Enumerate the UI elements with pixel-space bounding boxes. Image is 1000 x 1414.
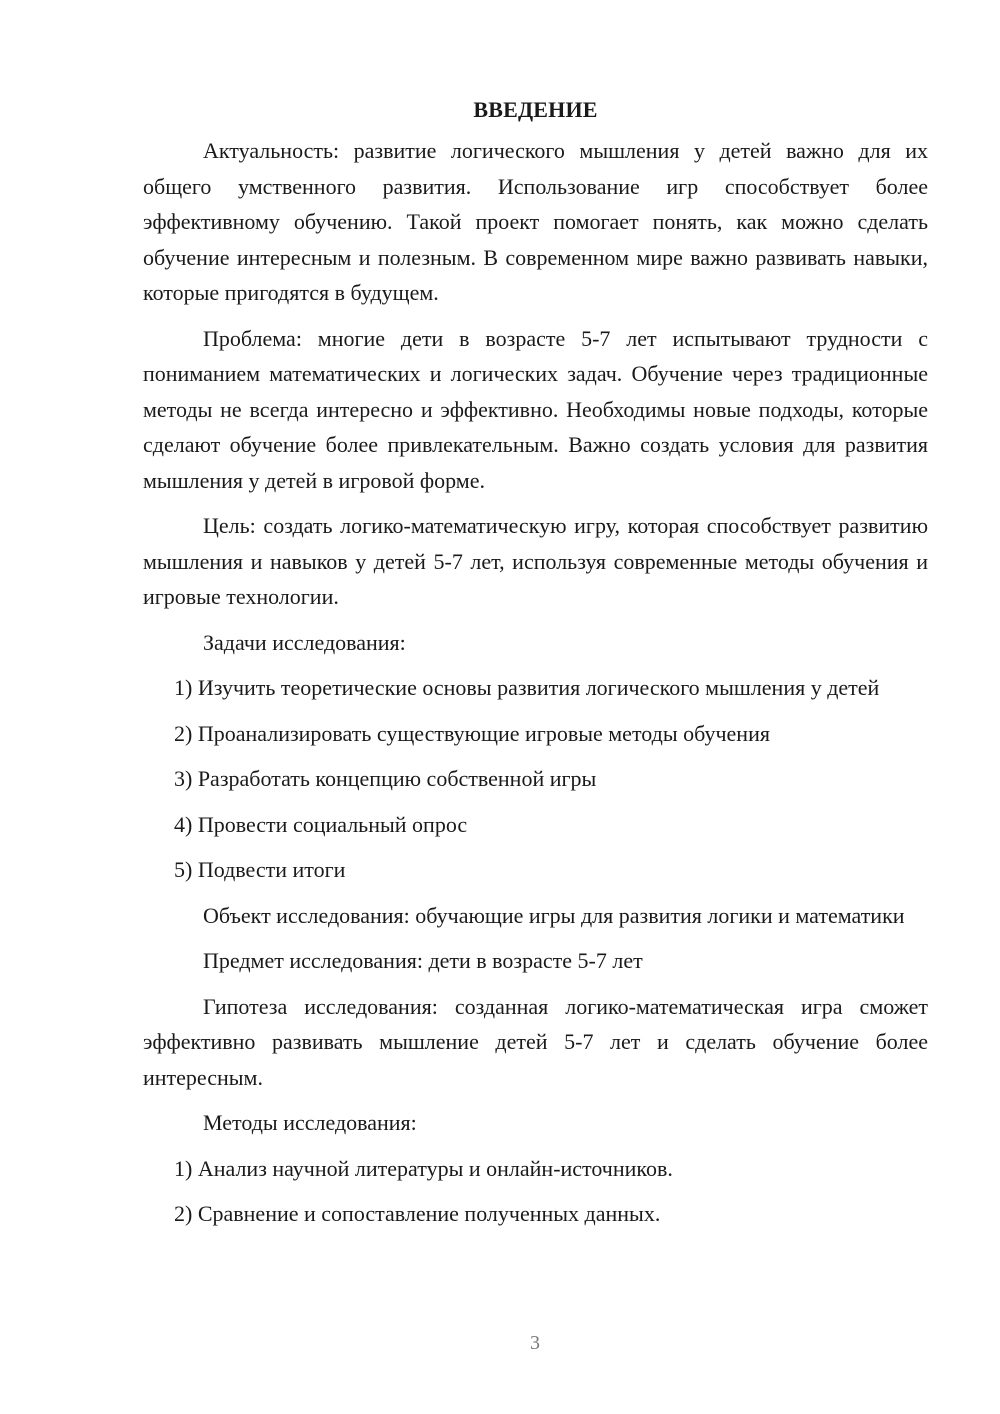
method-item-2: 2) Сравнение и сопоставление полученных данных. — [174, 1201, 661, 1226]
tasks-heading: Задачи исследования: — [203, 629, 406, 655]
subject-paragraph: Предмет исследования: дети в возрасте 5-7 лет — [203, 948, 643, 973]
task-item-2: 2) Проанализировать существующие игровые методы обучения — [174, 720, 770, 746]
task-item-5: 5) Подвести итоги — [174, 857, 346, 882]
relevance-paragraph: Актуальность: развитие логического мышления у детей важно для их общего умственного развития. Использование игр способствует более эффективному обучению. Такой проект помогает понять, как можно сделать обучение интересным и полезным. В современном мире важно развивать навыки, которые пригодятся в будущем. — [143, 138, 928, 305]
hypothesis-paragraph: Гипотеза исследования: созданная логико-математическая игра сможет эффективно развивать мышление детей 5-7 лет и сделать обучение более интересным. — [143, 993, 928, 1090]
problem-paragraph: Проблема: многие дети в возрасте 5-7 лет испытывают трудности с пониманием математических и логических задач. Обучение через традиционные методы не всегда интересно и эффективно. Необходимы новые подходы, которые сделают обучение более привлекательным. Важно создать условия для развития мышления у детей в игровой форме. — [143, 325, 928, 493]
document-page — [143, 92, 928, 1242]
task-item-4: 4) Провести социальный опрос — [174, 811, 468, 837]
task-item-3: 3) Разработать концепцию собственной игры — [174, 766, 597, 791]
task-item-1: 1) Изучить теоретические основы развития логического мышления у детей — [174, 675, 880, 700]
methods-heading: Методы исследования: — [203, 1110, 417, 1135]
goal-paragraph: Цель: создать логико-математическую игру, которая способствует развитию мышления и навыков у детей 5-7 лет, используя современные методы обучения и игровые технологии. — [143, 513, 928, 609]
method-item-1: 1) Анализ научной литературы и онлайн-источников. — [174, 1155, 673, 1181]
page-title: ВВЕДЕНИЕ — [473, 97, 598, 122]
object-paragraph: Объект исследования: обучающие игры для развития логики и математики — [203, 902, 905, 928]
page-number: 3 — [530, 1332, 540, 1354]
